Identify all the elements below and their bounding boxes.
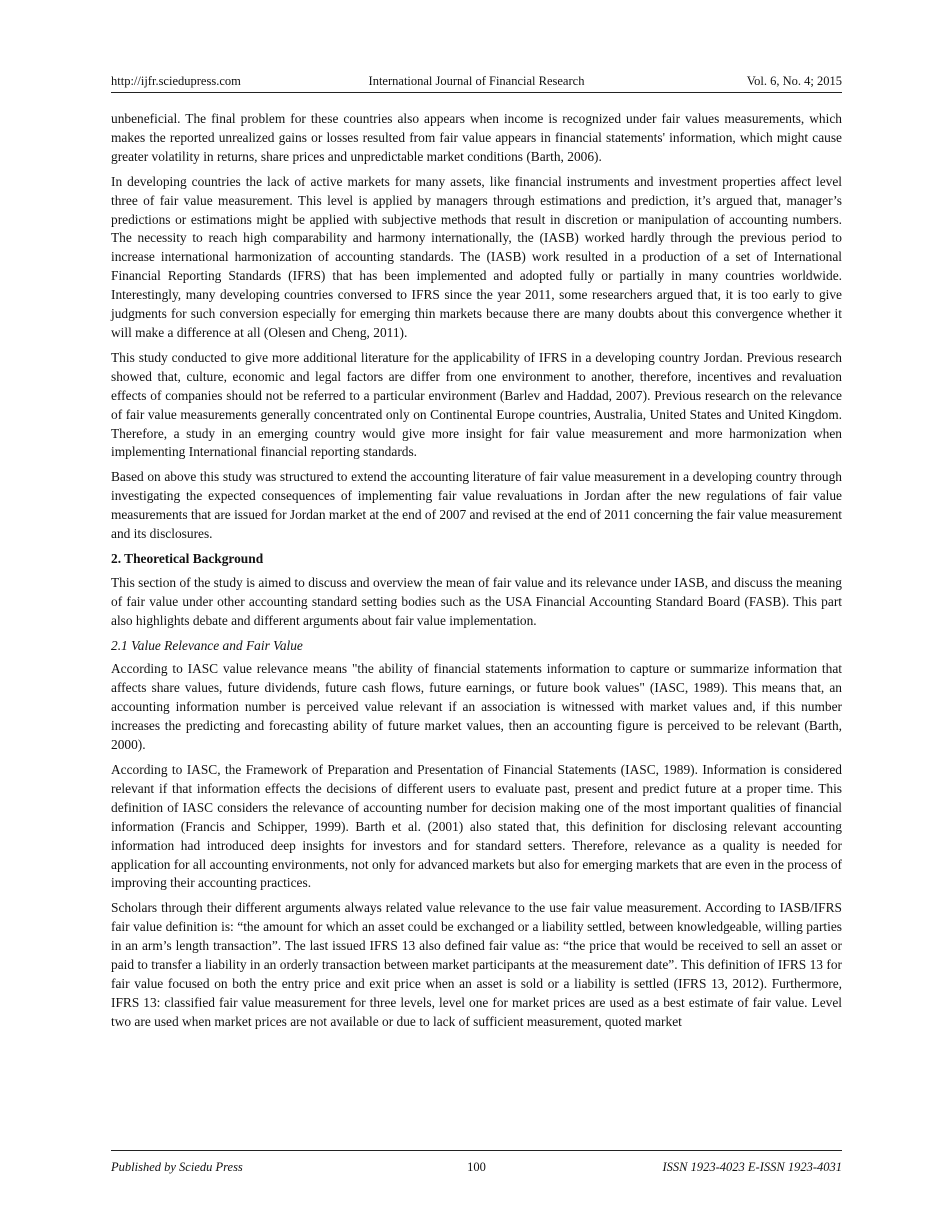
header-divider: [111, 92, 842, 93]
paragraph-7: According to IASC, the Framework of Preparation and Presentation of Financial Statements (IASC, 1989). Information is considered relevant if that information effects the decisions of different users to evaluate past, present and predict future at a proper time. This definition of IASC considers the relevance of accounting number for decision making one of the most important qualities of financial information (Francis and Schipper, 1999). Barth et al. (2001) also stated that, this definition for disclosing relevant accounting information had introduced deep insights for investors and for standard setters. Therefore, relevance as a quality is needed for application for all accounting environments, not only for advanced markets but also for emerging markets that are even in the process of improving their accounting practices.: [111, 762, 842, 891]
article-body: [111, 110, 842, 1038]
paragraph-1: unbeneficial. The final problem for these countries also appears when income is recognized under fair values measurements, which makes the reported unrealized gains or losses resulted from fair value appears in financial statements' information, which might cause greater volatility in returns, share prices and unpredictable market conditions (Barth, 2006).: [111, 111, 842, 164]
running-header: [111, 72, 842, 90]
section-heading-theoretical-background: 2. Theoretical Background: [111, 550, 264, 566]
subsection-heading-value-relevance: 2.1 Value Relevance and Fair Value: [111, 637, 303, 653]
paragraph-4: Based on above this study was structured to extend the accounting literature of fair value measurement in a developing country through investigating the expected consequences of implementing fair value revaluations in Jordan after the new regulations of fair value measurements that are issued for Jordan market at the end of 2007 and revised at the end of 2011 concerning the fair value measurement and its disclosures.: [111, 469, 842, 542]
paragraph-8: Scholars through their different arguments always related value relevance to the use fair value measurement. According to IASB/IFRS fair value definition is: “the amount for which an asset could be exchanged or a liability settled, between knowledgeable, willing parties in an arm’s length transaction”. The last issued IFRS 13 also defined fair value as: “the price that would be received to sell an asset or paid to transfer a liability in an orderly transaction between market participants at the measurement date”. This definition of IFRS 13 for fair value focused on both the entry price and exit price when an asset is sold or a liability is settled (IFRS 13, 2012). Furthermore, IFRS 13: classified fair value measurement for three levels, level one for market prices are used as a best estimate of fair value. Level two are used when market prices are not available or due to lack of sufficient measurement, quoted market: [111, 900, 842, 1029]
journal-name: International Journal of Financial Research: [368, 74, 585, 88]
paragraph-5: This section of the study is aimed to discuss and overview the mean of fair value and its relevance under IASB, and discuss the meaning of fair value under other accounting standard setting bodies such as the USA Financial Accounting Standard Board (FASB). This part also highlights debate and different arguments about fair value implementation.: [111, 574, 842, 628]
footer-divider: [111, 1150, 842, 1151]
issn-label: ISSN 1923-4023 E-ISSN 1923-4031: [662, 1160, 842, 1174]
paragraph-2: In developing countries the lack of active markets for many assets, like financial instruments and investment properties affect level three of fair value measurement. This level is applied by managers through estimations and prediction, it’s argued that, manager’s predictions or estimations might be applied with subjective methods that result in discretion or manipulation of accounting numbers. The necessity to reach high comparability and harmony internationally, the (IASB) worked hardly through the previous period to increase international harmonization of accounting standards. The (IASB) work resulted in a production of a set of International Financial Reporting Standards (IFRS) that has been implemented and adopted fully or partially in many countries worldwide. Interestingly, many developing countries conversed to IFRS since the year 2011, some researchers argued that, it is too early to give judgments for such conversion especially for emerging thin markets because there are many doubts about this convergence whether it will make a difference at all (Olesen and Cheng, 2011).: [111, 173, 842, 340]
paragraph-6: According to IASC value relevance means "the ability of financial statements information to capture or summarize information that affects share values, future dividends, future cash flows, future earnings, or future book values" (IASC, 1989). This means that, an accounting information number is perceived value relevant if an association is witnessed with market values and, if this number increases the predicting and forecasting ability of future market values, then an accounting figure is perceived to be relevant (Barth, 2000).: [111, 661, 842, 753]
running-footer: [111, 1158, 842, 1176]
page-number: 100: [467, 1160, 486, 1174]
journal-url[interactable]: http://ijfr.sciedupress.com: [111, 74, 241, 88]
volume-info: Vol. 6, No. 4; 2015: [746, 74, 842, 88]
publisher-label: Published by Sciedu Press: [111, 1160, 243, 1174]
paragraph-3: This study conducted to give more additional literature for the applicability of IFRS in a developing country Jordan. Previous research showed that, culture, economic and legal factors are differ from one environment to another, therefore, incentives and revaluation effects of companies should not be referred to a particular environment (Barlev and Haddad, 2007). Previous research on the relevance of fair value measurements generally concentrated only on Continental Europe countries, Australia, United States and United Kingdom. Therefore, a study in an emerging country would give more insight for fair value measurement and more harmonization when implementing International financial reporting standards.: [111, 349, 842, 460]
